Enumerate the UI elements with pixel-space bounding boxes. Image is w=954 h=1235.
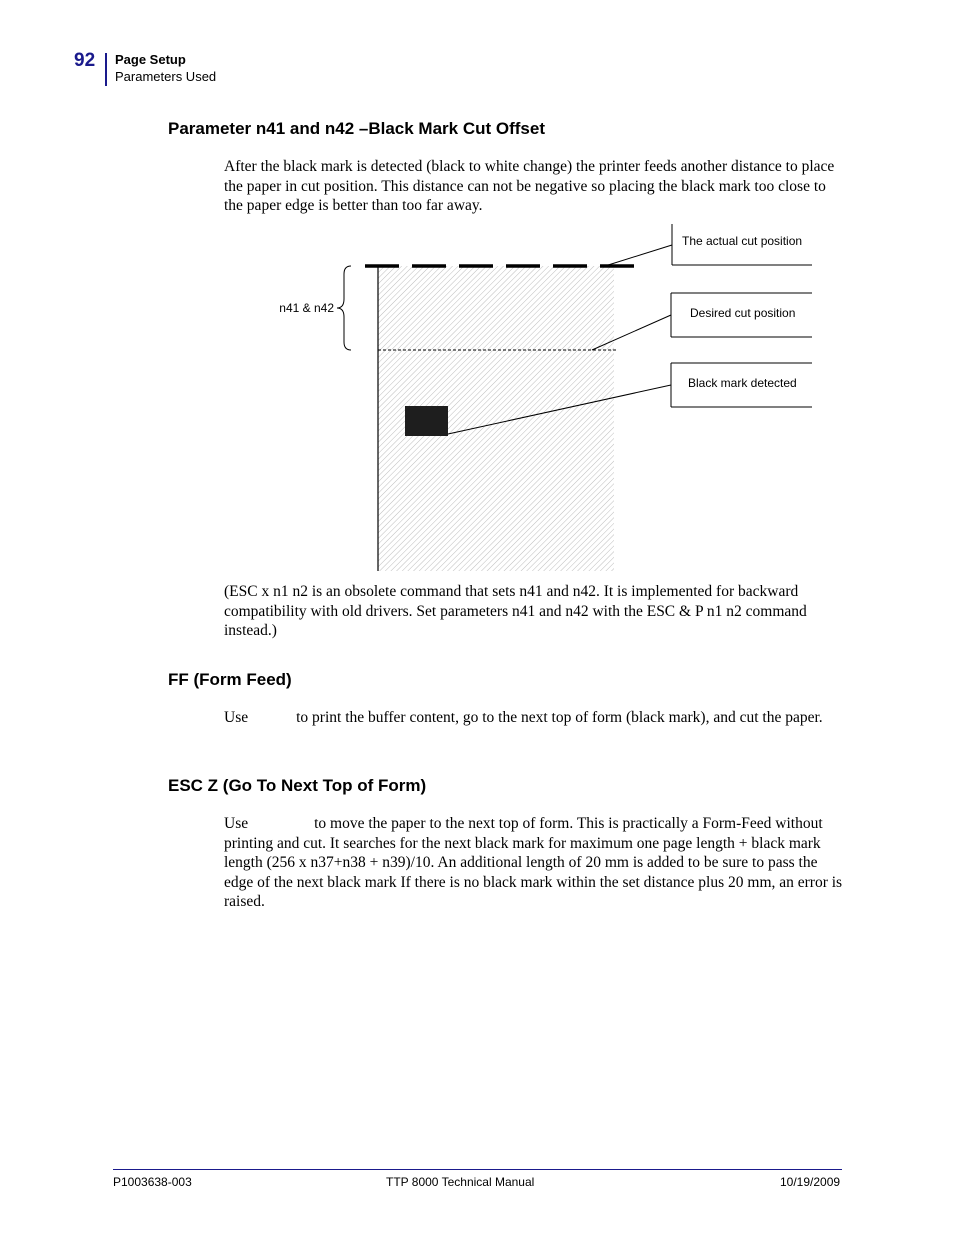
paragraph-esc-z xyxy=(224,814,844,912)
brace-label: n41 & n42 xyxy=(279,301,334,315)
footer-divider xyxy=(113,1169,842,1170)
paragraph-form-feed xyxy=(224,708,844,728)
svg-text:Desired cut position: Desired cut position xyxy=(690,306,796,320)
footer-manual-title: TTP 8000 Technical Manual xyxy=(386,1175,535,1189)
svg-text:The actual cut position: The actual cut position xyxy=(682,234,803,248)
form-feed-text-start: Use xyxy=(224,709,249,726)
section-title: Parameters Used xyxy=(115,69,217,84)
esc-z-text-rest: to move the paper to the next top of form. This is practically a Form-Feed without printing and cut. It searches for the next black mark for maximum one page length + black mark length (256 x n37+n38 + n39)/10. An additional length of 20 mm is added to be sure to pass the edge of the next black mark If there is no black mark within the set distance plus 20 mm, an error is raised. xyxy=(224,815,843,911)
paragraph-black-mark-intro: After the black mark is detected (black to white change) the printer feeds another distance to place the paper in cut position. This distance can not be negative so placing the black mark too close to the paper edge is better than too far away. xyxy=(224,158,835,215)
footer-date: 10/19/2009 xyxy=(780,1175,841,1189)
esc-z-text-start: Use xyxy=(224,815,249,832)
heading-esc-z: ESC Z (Go To Next Top of Form) xyxy=(168,776,427,795)
black-mark xyxy=(405,406,448,436)
heading-form-feed: FF (Form Feed) xyxy=(168,670,292,689)
paragraph-esc-x-note: (ESC x n1 n2 is an obsolete command that sets n41 and n42. It is implemented for backward compatibility with old drivers. Set parameters n41 and n42 with the ESC & P n1 n2 command instead.) xyxy=(224,583,807,640)
page-number: 92 xyxy=(74,50,96,71)
form-feed-text-rest: to print the buffer content, go to the next top of form (black mark), and cut the paper. xyxy=(296,709,823,726)
svg-text:Black mark detected: Black mark detected xyxy=(688,376,797,390)
callout-desired-cut xyxy=(592,293,812,350)
callout-actual-cut xyxy=(605,224,812,266)
footer-part-number: P1003638-003 xyxy=(113,1175,192,1189)
heading-black-mark-cut-offset: Parameter n41 and n42 –Black Mark Cut Offset xyxy=(168,119,545,138)
chapter-title: Page Setup xyxy=(115,52,186,67)
header-divider xyxy=(105,53,107,86)
brace-icon xyxy=(337,266,351,350)
cut-offset-diagram xyxy=(270,222,830,578)
